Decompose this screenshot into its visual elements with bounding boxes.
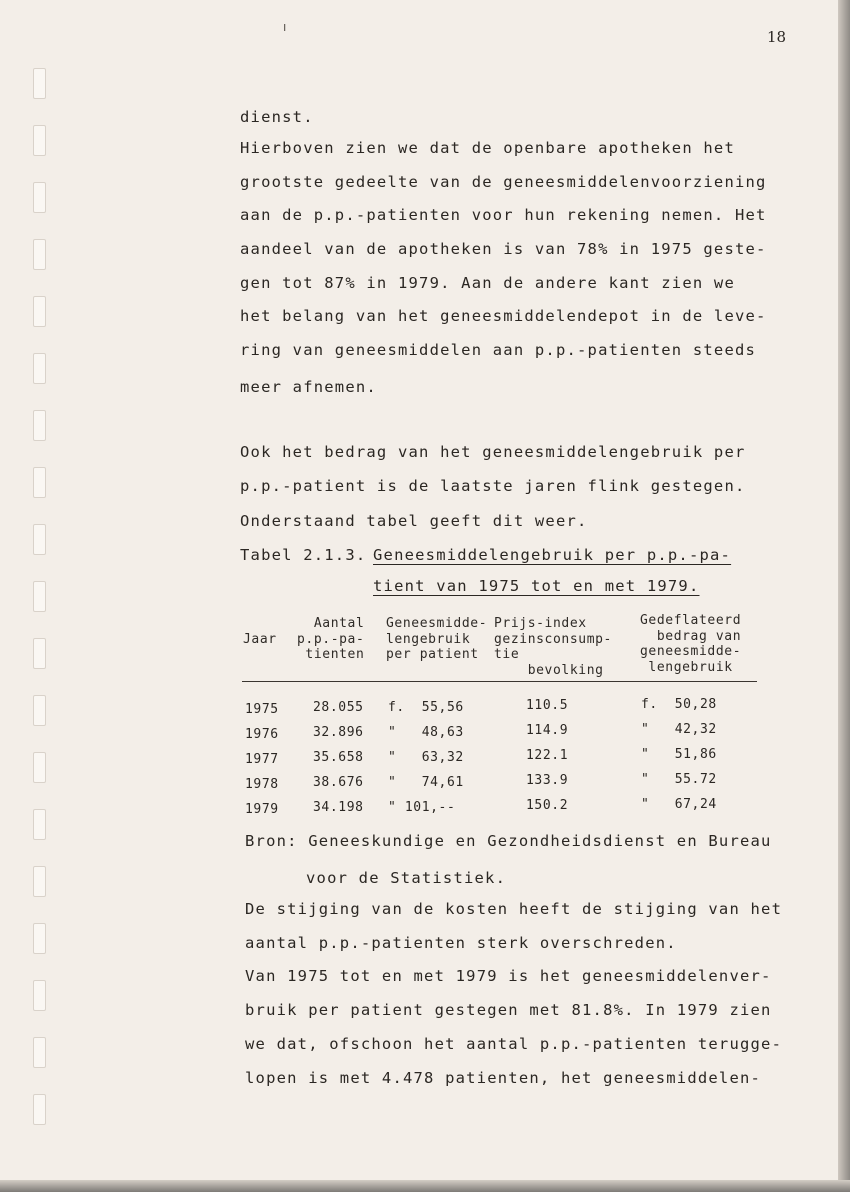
cell-gebruik: f. 55,56 [388, 700, 464, 715]
cell-prijs: 122.1 [526, 748, 569, 763]
cell-aantal: 38.676 [313, 775, 364, 790]
text-line: aandeel van de apotheken is van 78% in 1975 geste- [240, 240, 767, 258]
text-line: Ook het bedrag van het geneesmiddelengebruik per [240, 443, 746, 461]
page-edge-shadow [0, 1180, 850, 1192]
cell-gedeflateerd: " 42,32 [641, 722, 717, 737]
column-header-aantal: Aantal p.p.-pa- tienten [297, 616, 365, 662]
cell-jaar: 1976 [245, 727, 279, 742]
table-title: tient van 1975 tot en met 1979. [373, 577, 700, 595]
text-line: het belang van het geneesmiddelendepot in de leve- [240, 307, 767, 325]
cell-aantal: 35.658 [313, 750, 364, 765]
text-line: grootste gedeelte van de geneesmiddelenvoorziening [240, 173, 767, 191]
binder-hole [33, 809, 46, 840]
cell-gebruik: " 63,32 [388, 750, 464, 765]
cell-gebruik: " 101,-- [388, 800, 456, 815]
cell-prijs: 150.2 [526, 798, 569, 813]
cell-prijs: 110.5 [526, 698, 569, 713]
text-line: we dat, ofschoon het aantal p.p.-patienten terugge- [245, 1035, 783, 1053]
text-line: bruik per patient gestegen met 81.8%. In 1979 zien [245, 1001, 772, 1019]
page-number: 18 [767, 28, 787, 46]
column-header-gebruik: Geneesmidde- lengebruik per patient [386, 616, 488, 662]
text-line: p.p.-patient is de laatste jaren flink gestegen. [240, 477, 746, 495]
binder-hole [33, 695, 46, 726]
cell-prijs: 114.9 [526, 723, 569, 738]
cell-aantal: 34.198 [313, 800, 364, 815]
cell-gedeflateerd: " 55.72 [641, 772, 717, 787]
binder-hole [33, 239, 46, 270]
binder-hole [33, 1094, 46, 1125]
text-line: Onderstaand tabel geeft dit weer. [240, 512, 588, 530]
cell-jaar: 1977 [245, 752, 279, 767]
binder-hole [33, 581, 46, 612]
cell-jaar: 1979 [245, 802, 279, 817]
cell-gedeflateerd: " 51,86 [641, 747, 717, 762]
binder-hole [33, 980, 46, 1011]
binder-hole [33, 638, 46, 669]
text-line: lopen is met 4.478 patienten, het geneesmiddelen- [245, 1069, 762, 1087]
cell-gebruik: " 74,61 [388, 775, 464, 790]
table-header-rule [242, 681, 757, 682]
binder-hole [33, 410, 46, 441]
binder-hole [33, 68, 46, 99]
cell-prijs: 133.9 [526, 773, 569, 788]
binder-hole [33, 866, 46, 897]
table-title: Geneesmiddelengebruik per p.p.-pa- [373, 546, 732, 564]
binder-hole [33, 467, 46, 498]
table-label: Tabel 2.1.3. [240, 546, 367, 564]
cell-aantal: 28.055 [313, 700, 364, 715]
cell-gebruik: " 48,63 [388, 725, 464, 740]
page-edge-shadow [838, 0, 850, 1192]
cell-gedeflateerd: " 67,24 [641, 797, 717, 812]
text-line: gen tot 87% in 1979. Aan de andere kant zien we [240, 274, 735, 292]
text-line: Hierboven zien we dat de openbare apotheken het [240, 139, 735, 157]
binder-hole [33, 524, 46, 555]
column-header-prijs: Prijs-index gezinsconsump- tie bevolking [494, 616, 612, 678]
binder-hole [33, 296, 46, 327]
table-source: voor de Statistiek. [306, 869, 507, 887]
table-source: Bron: Geneeskundige en Gezondheidsdienst en Bureau [245, 832, 772, 850]
column-header-jaar: Jaar [243, 632, 277, 647]
text-line: meer afnemen. [240, 378, 377, 396]
text-line: De stijging van de kosten heeft de stijging van het [245, 900, 783, 918]
text-line: aan de p.p.-patienten voor hun rekening nemen. Het [240, 206, 767, 224]
top-mark: ı [283, 20, 287, 34]
binder-hole [33, 353, 46, 384]
cell-jaar: 1978 [245, 777, 279, 792]
text-line: aantal p.p.-patienten sterk overschreden. [245, 934, 677, 952]
cell-jaar: 1975 [245, 702, 279, 717]
binder-hole [33, 182, 46, 213]
binder-hole [33, 923, 46, 954]
text-line: ring van geneesmiddelen aan p.p.-patienten steeds [240, 341, 757, 359]
cell-aantal: 32.896 [313, 725, 364, 740]
text-line: Van 1975 tot en met 1979 is het geneesmiddelenver- [245, 967, 772, 985]
binder-hole [33, 125, 46, 156]
column-header-gedeflateerd: Gedeflateerd bedrag van geneesmidde- lengebruik [640, 613, 742, 675]
cell-gedeflateerd: f. 50,28 [641, 697, 717, 712]
binder-hole [33, 1037, 46, 1068]
text-line: dienst. [240, 108, 314, 126]
binder-hole [33, 752, 46, 783]
